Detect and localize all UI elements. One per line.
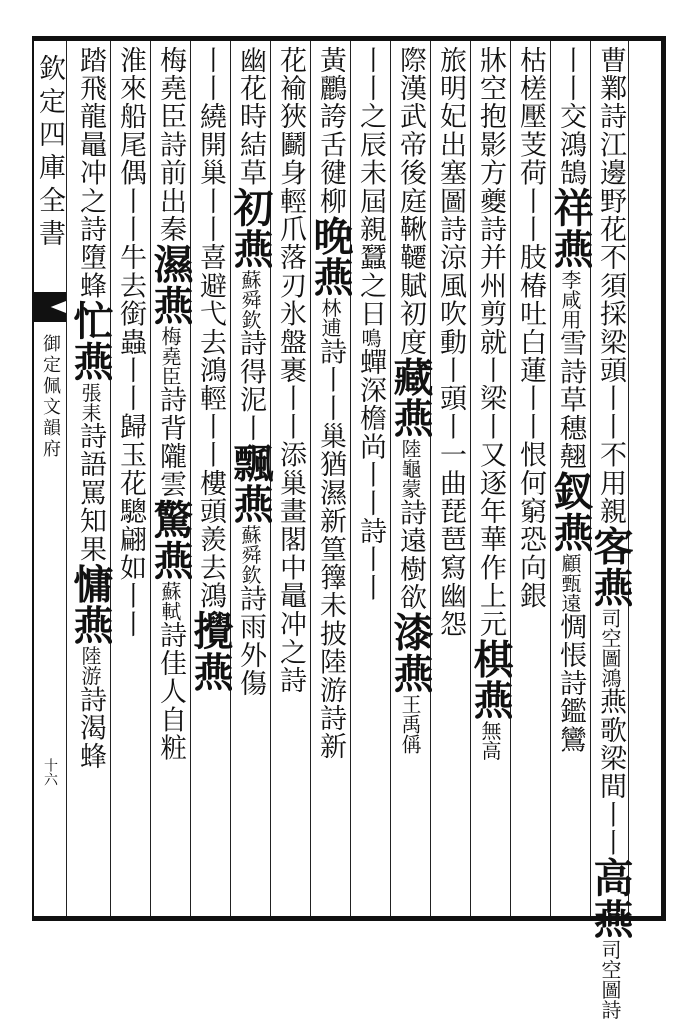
- annotation-small-text: 蘇軾: [158, 581, 182, 622]
- annotation-small-text: 陸游: [78, 645, 102, 686]
- fishtail-marker: [32, 292, 66, 322]
- body-text: 丨丨肢椿吐白蓮: [515, 187, 546, 385]
- spine-title: 欽定四庫全書: [34, 54, 65, 252]
- text-column-9: [270, 46, 310, 912]
- text-column-14: [67, 46, 114, 912]
- body-text: 枯槎壓芰荷: [515, 46, 546, 187]
- headword: 濕燕: [147, 243, 194, 326]
- body-text: 幽花時結草: [235, 46, 266, 187]
- body-text: 詩佳人自粧: [155, 621, 186, 763]
- body-text: 詩渴蜂: [75, 685, 106, 771]
- body-text: 踏飛龍鼂冲之詩墮蜂: [75, 46, 106, 300]
- text-column-10: [227, 46, 274, 912]
- body-text: 曹鄴詩江邊野花不須: [595, 46, 626, 300]
- annotation-small-text: 鳴: [358, 328, 382, 348]
- text-column-3: [510, 46, 550, 912]
- annotation-small-text: 陸龜蒙: [398, 438, 422, 499]
- headword: 攪燕: [187, 610, 234, 693]
- headword: 驚燕: [147, 498, 194, 582]
- text-column-4: [467, 46, 514, 912]
- body-text: 詩雨外傷: [235, 584, 266, 698]
- body-text: 採梁頭丨丨不用親: [595, 299, 626, 526]
- headword: 飄燕: [227, 442, 274, 525]
- body-text: 丨丨恨何窮恐向銀: [515, 384, 546, 611]
- text-column-7: [350, 46, 390, 912]
- annotation-small-text: 無高: [478, 720, 502, 761]
- text-column-5: [430, 46, 470, 912]
- body-text: 詩得泥丨: [235, 329, 266, 443]
- headword: 祥燕: [547, 187, 594, 270]
- body-text: 雪詩草穗翹: [555, 329, 586, 471]
- annotation-small-text: 司空圖鴻: [598, 607, 622, 688]
- headword: 晚燕: [307, 215, 354, 298]
- body-text: 詩背隴雲: [155, 385, 186, 499]
- headword: 釵燕: [547, 470, 594, 553]
- body-text: 黃鸝誇舌徤柳: [315, 46, 346, 216]
- annotation-small-text: 張耒: [78, 382, 102, 423]
- annotation-small-text: 蘇舜欽: [238, 524, 262, 585]
- annotation-small-text: 王禹偁: [398, 693, 422, 754]
- body-text: 惆悵詩鑑鸞: [555, 612, 586, 754]
- body-text: 花褕狹鬬身輕爪落刃氷盤裹丨丨添巢畫閣中鼂冲之詩: [275, 46, 306, 695]
- body-text: 燕歌梁間丨丨: [595, 687, 626, 858]
- text-column-13: [110, 46, 150, 912]
- frame-top-border: [32, 36, 666, 41]
- text-column-2: [547, 46, 594, 912]
- frame-right-border: [661, 36, 666, 921]
- headword: 高燕: [587, 857, 634, 940]
- spine-page-number: 十六: [42, 758, 58, 786]
- body-text: 淮來船尾偶丨丨牛去銜蟲丨丨歸玉花驄翩如丨丨: [115, 46, 146, 639]
- text-column-11: [187, 46, 234, 912]
- body-text: 梅堯臣詩前出秦: [155, 46, 186, 244]
- annotation-small-text: 司空圖詩: [598, 939, 622, 1019]
- body-text: 蟬深檐尚丨丨詩丨丨: [355, 348, 386, 602]
- headword: 棋燕: [467, 638, 514, 721]
- body-text: 丨丨之辰未屆親蠶之日: [355, 46, 386, 328]
- body-text: 際漢武帝後庭鞦韆賦初度: [395, 46, 426, 357]
- annotation-small-text: 梅堯臣: [158, 325, 182, 386]
- body-text: 丨丨繞開巢丨丨喜避弋去鴻輕丨丨樓頭羨去鴻: [195, 46, 226, 610]
- annotation-small-text: 蘇舜欽: [238, 269, 262, 330]
- headword: 初燕: [227, 187, 274, 270]
- column-rule: [66, 41, 67, 916]
- text-column-6: [387, 46, 434, 912]
- body-text: 丨丨交鴻鵠: [555, 46, 586, 187]
- body-text: 詩語罵知果: [75, 422, 106, 564]
- annotation-small-text: 顧甄遠: [558, 552, 582, 613]
- text-column-12: [147, 46, 194, 912]
- annotation-small-text: 林逋: [318, 297, 342, 338]
- headword: 漆燕: [387, 611, 434, 694]
- frame-bottom-border: [32, 916, 666, 921]
- text-column-1: [587, 46, 634, 1019]
- annotation-small-text: 李咸用: [558, 269, 582, 330]
- text-column-8: [307, 46, 354, 912]
- headword: 忙燕: [67, 299, 114, 383]
- headword: 慵燕: [67, 563, 114, 646]
- body-text: 詩遠樹欲: [395, 498, 426, 612]
- body-text: 旅明妃出塞圖詩涼風吹動丨頭丨一曲琵琶寫幽怨: [435, 46, 466, 639]
- headword: 客燕: [587, 525, 634, 608]
- spine-subtitle: 御定佩文韻府: [40, 334, 61, 460]
- body-text: 詩丨丨巢猶濕新篁籜未披陸游詩新: [315, 337, 346, 761]
- headword: 藏燕: [387, 356, 434, 439]
- body-text: 牀空抱影方夔詩并州剪就丨梁丨又逐年華作上元: [475, 46, 506, 639]
